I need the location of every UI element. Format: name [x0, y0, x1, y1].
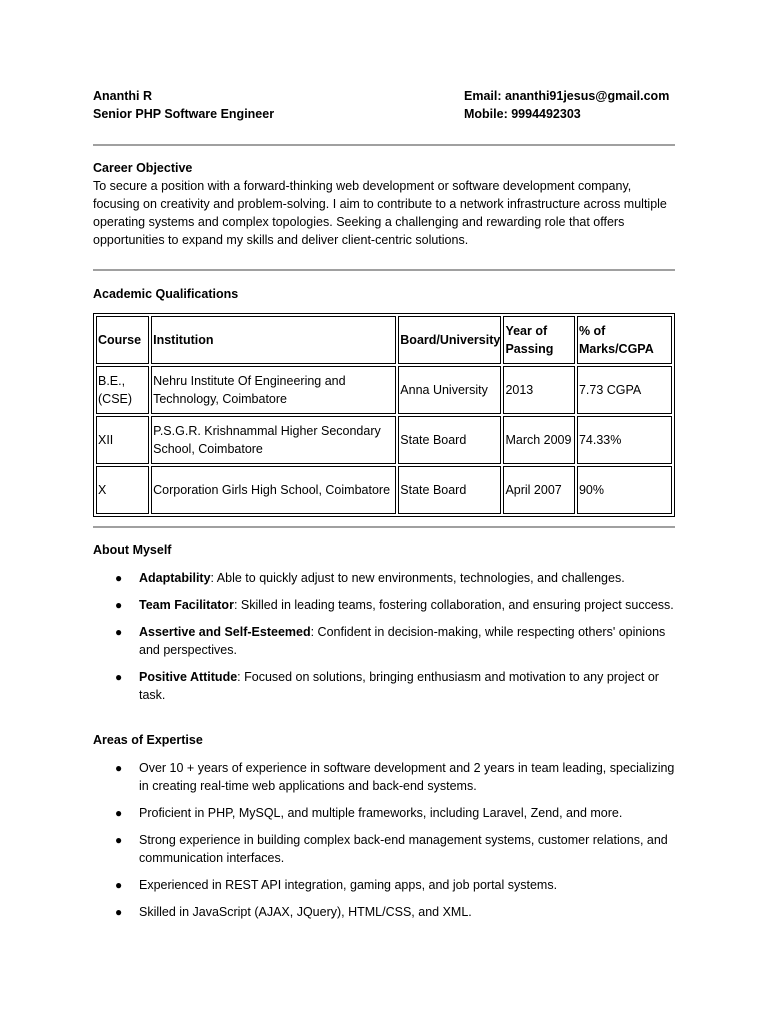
table-row — [96, 416, 672, 464]
section-heading: About Myself — [93, 543, 172, 557]
table-cell: Corporation Girls High School, Coimbatore — [151, 466, 396, 514]
list-item — [93, 804, 675, 822]
trait-text: : Able to quickly adjust to new environments, technologies, and challenges. — [210, 571, 625, 585]
divider — [93, 144, 675, 146]
trait-term: Adaptability — [139, 571, 211, 585]
section-heading: Academic Qualifications — [93, 287, 239, 301]
expertise-text: Skilled in JavaScript (AJAX, JQuery), HTML/CSS, and XML. — [139, 905, 472, 919]
table-cell: Nehru Institute Of Engineering and Technology, Coimbatore — [151, 366, 396, 414]
bullet-icon: ● — [115, 878, 123, 892]
column-header: % of Marks/CGPA — [577, 316, 672, 364]
table-header-row — [96, 316, 672, 364]
mobile-line: Mobile: 9994492303 — [464, 107, 581, 121]
career-objective-section — [93, 159, 675, 249]
about-myself-section — [93, 541, 675, 713]
expertise-text: Proficient in PHP, MySQL, and multiple frameworks, including Laravel, Zend, and more. — [139, 806, 623, 820]
trait-text: : Skilled in leading teams, fostering collaboration, and ensuring project success. — [233, 598, 674, 612]
expertise-list — [93, 759, 675, 921]
bullet-icon: ● — [115, 806, 123, 820]
list-item — [93, 831, 675, 867]
table-cell: 74.33% — [577, 416, 672, 464]
list-item — [93, 668, 675, 704]
table-cell: B.E., (CSE) — [96, 366, 149, 414]
list-item — [93, 569, 675, 587]
candidate-title: Senior PHP Software Engineer — [93, 107, 275, 121]
expertise-text: Experienced in REST API integration, gaming apps, and job portal systems. — [139, 878, 558, 892]
table-cell: P.S.G.R. Krishnammal Higher Secondary School, Coimbatore — [151, 416, 396, 464]
column-header: Course — [96, 316, 149, 364]
table-cell: March 2009 — [503, 416, 575, 464]
resume-header — [93, 87, 675, 123]
trait-term: Assertive and Self-Esteemed — [139, 625, 311, 639]
column-header: Board/University — [398, 316, 501, 364]
academic-section — [93, 285, 675, 517]
objective-text: To secure a position with a forward-thinking web development or software development company, focusing on creativity and problem-solving. I aim to contribute to a network infrastructure across multiple operating systems and complex topologies. Seeking a challenging and rewarding role that offers opportunities to expand my skills and deliver client-centric solutions. — [93, 179, 667, 247]
about-list — [93, 569, 675, 704]
expertise-text: Over 10 + years of experience in software development and 2 years in team leading, specializing in creating real-time web applications and back-end systems. — [139, 761, 675, 793]
section-heading: Career Objective — [93, 161, 193, 175]
list-item — [93, 876, 675, 894]
bullet-icon: ● — [115, 571, 123, 585]
trait-term: Positive Attitude — [139, 670, 238, 684]
email-line: Email: ananthi91jesus@gmail.com — [464, 89, 670, 103]
qualifications-table — [93, 313, 675, 517]
areas-of-expertise-section — [93, 731, 675, 930]
table-cell: XII — [96, 416, 149, 464]
list-item — [93, 903, 675, 921]
trait-term: Team Facilitator — [139, 598, 234, 612]
table-cell: State Board — [398, 416, 501, 464]
trait-text: : Focused on solutions, bringing enthusiasm and motivation to any project or task. — [139, 670, 659, 702]
table-cell: Anna University — [398, 366, 501, 414]
divider — [93, 269, 675, 271]
bullet-icon: ● — [115, 761, 123, 775]
trait-text: : Confident in decision-making, while respecting others' opinions and perspectives. — [139, 625, 666, 657]
table-cell: X — [96, 466, 149, 514]
column-header: Institution — [151, 316, 396, 364]
table-cell: April 2007 — [503, 466, 575, 514]
table-cell: State Board — [398, 466, 501, 514]
bullet-icon: ● — [115, 833, 123, 847]
table-cell: 90% — [577, 466, 672, 514]
table-row — [96, 366, 672, 414]
list-item — [93, 759, 675, 795]
list-item — [93, 596, 675, 614]
bullet-icon: ● — [115, 625, 123, 639]
column-header: Year of Passing — [503, 316, 575, 364]
bullet-icon: ● — [115, 598, 123, 612]
section-heading: Areas of Expertise — [93, 733, 203, 747]
table-cell: 2013 — [503, 366, 575, 414]
table-row — [96, 466, 672, 514]
divider — [93, 526, 675, 528]
list-item — [93, 623, 675, 659]
bullet-icon: ● — [115, 670, 123, 684]
expertise-text: Strong experience in building complex back-end management systems, customer relations, and communication interfaces. — [139, 833, 668, 865]
bullet-icon: ● — [115, 905, 123, 919]
table-cell: 7.73 CGPA — [577, 366, 672, 414]
candidate-name: Ananthi R — [93, 89, 153, 103]
